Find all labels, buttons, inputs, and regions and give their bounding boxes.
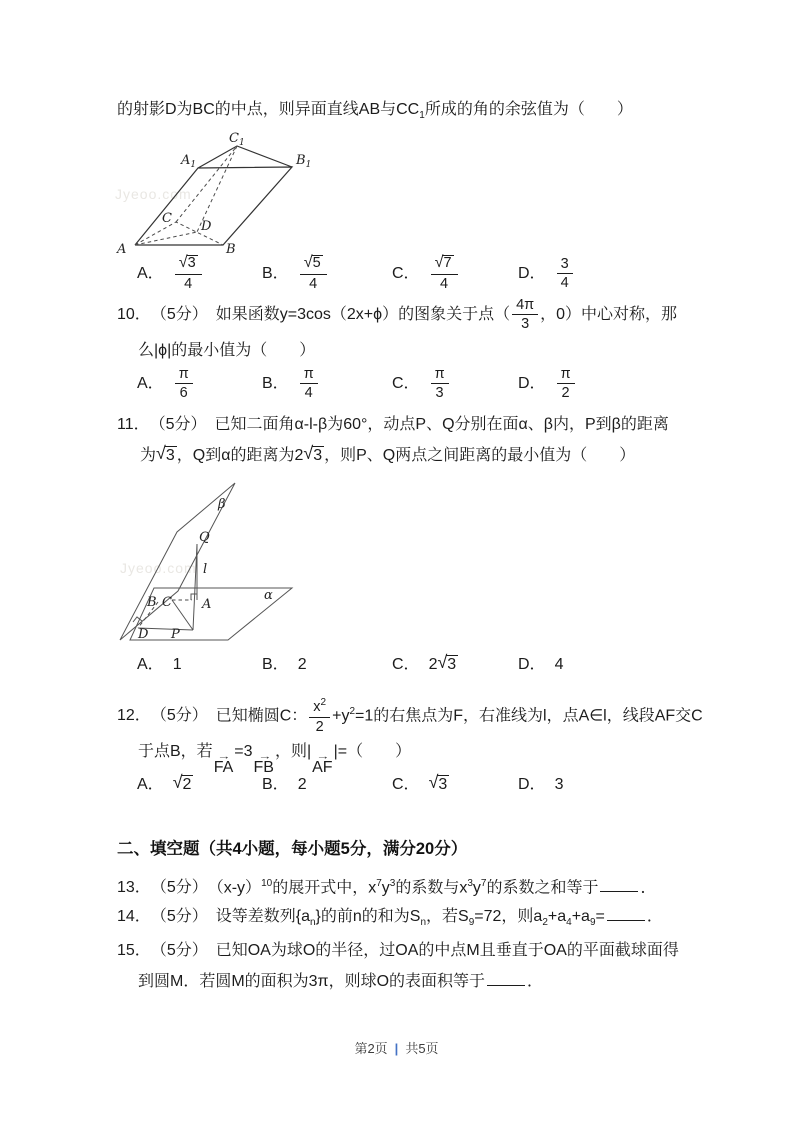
q12-text-line2: 于点B，若 → FA =3 → FB ，则| → AF |=（ ） <box>138 743 412 776</box>
fraction: $\frac{\pi}{3}$ <box>431 366 449 402</box>
q12-option-b: B． 2 <box>262 776 307 793</box>
label-A: A <box>202 597 212 612</box>
q10-option-b: B． $\frac{\pi}{4}$ <box>262 362 320 406</box>
q13-number: 13． <box>117 879 151 897</box>
vertex-label-C: C <box>162 211 172 226</box>
q14-text: 14． （5分） 设等差数列$\{a_n\}$的前n的和为$S_n$，若$S_9=72$，则$a_2+a_4+a_9=$ ． <box>117 908 663 929</box>
label-D: D <box>138 627 149 642</box>
vector-FB: → FB <box>253 751 274 776</box>
sqrt: √ 3 <box>437 652 457 673</box>
q11-option-a: A． 1 <box>137 656 182 673</box>
vertex-label-B1: $B_1$ <box>296 153 312 170</box>
q10-option-d: D． $\frac{\pi}{2}$ <box>518 362 577 406</box>
fraction: $\frac{3}{4}$ <box>557 256 573 292</box>
vector-arrow-icon: → <box>217 751 230 761</box>
q13-score: （5分） <box>158 879 208 897</box>
q12-option-d: D． 3 <box>518 776 564 793</box>
q14-score: （5分） <box>158 908 208 925</box>
footer-page-number: 第2页 <box>354 1041 388 1056</box>
vector-FA: → FA <box>213 751 234 776</box>
q9-option-b: B． √ 5 4 <box>262 251 329 297</box>
fraction: √ 5 4 <box>300 255 327 292</box>
q12-text-line1: 12． （5分） 已知椭圆C： $\frac{x^2}{2}$ $+y^2=1$的右焦点为F，右准线为l，点A∈l，线段AF交C <box>117 697 703 735</box>
q11-number: 11． <box>117 416 150 433</box>
label-P: P <box>171 627 180 642</box>
fraction: $\frac{\pi}{2}$ <box>557 366 575 402</box>
q9-option-d: D． $\frac{3}{4}$ <box>518 251 575 297</box>
q10-score: （5分） <box>158 306 208 323</box>
q15-text-line2: 到圆M．若圆M的面积为3π，则球O的表面积等于 ． <box>138 973 544 990</box>
answer-blank <box>607 918 645 921</box>
q11-option-b: B． 2 <box>262 656 307 673</box>
label-beta: β <box>218 497 226 512</box>
q9-text-line1 <box>117 99 633 127</box>
q11-text-line2: 为 √ 3 ，Q到α的距离为2 √ 3 ，则P、Q两点之间距离的最小值为（ ） <box>140 443 636 464</box>
vertex-label-C1: $C_1$ <box>229 131 245 148</box>
footer-total-pages: 共5页 <box>405 1041 439 1056</box>
sqrt: √ 3 <box>156 443 175 464</box>
section2-title: 二、填空题（共4小题，每小题5分，满分20分） <box>117 840 468 858</box>
label-C: C <box>162 595 172 610</box>
q9-prism-figure <box>113 130 313 258</box>
vertex-label-D: D <box>201 219 212 234</box>
vector-arrow-icon: → <box>257 751 270 761</box>
q10-number: 10． <box>117 306 151 323</box>
page-footer <box>0 1038 793 1057</box>
label-alpha: α <box>264 588 273 603</box>
q12-option-a: A． √ 2 <box>137 772 192 793</box>
fraction: $\frac{\pi}{4}$ <box>300 366 318 402</box>
fraction: $\frac{x^2}{2}$ <box>309 697 330 735</box>
vector-AF: → AF <box>312 751 333 776</box>
sqrt: √ 2 <box>172 772 192 793</box>
q9-text: 的射影D为BC的中点，则异面直线AB与CC <box>117 101 420 118</box>
q10-text-line2: 么|ϕ|的最小值为（ ） <box>138 342 316 359</box>
q9-sub: 1 <box>419 110 425 122</box>
q12-score: （5分） <box>158 707 208 725</box>
sqrt: √ 3 <box>428 772 448 793</box>
q11-score: （5分） <box>157 416 207 433</box>
q14-number: 14． <box>117 908 151 925</box>
fraction: √ 7 4 <box>431 255 458 292</box>
q9-text: 所成的角的余弦值为（ ） <box>424 101 633 118</box>
fraction: $\frac{\pi}{6}$ <box>175 366 193 402</box>
fraction: √ 3 4 <box>175 255 202 292</box>
vertex-label-A1: $A_1$ <box>181 153 197 170</box>
q12-option-c: C． √ 3 <box>392 772 448 793</box>
q10-option-c: C． $\frac{\pi}{3}$ <box>392 362 451 406</box>
answer-blank <box>600 889 638 892</box>
label-B: B <box>147 595 157 610</box>
footer-separator: | <box>394 1041 399 1056</box>
q15-number: 15． <box>117 942 151 959</box>
label-Q: Q <box>199 530 210 545</box>
sqrt: √ 3 <box>303 443 323 464</box>
q11-text-line1: 11． （5分） 已知二面角α-l-β为60°，动点P、Q分别在面α、β内，P到β的距离 <box>117 416 669 433</box>
q15-score: （5分） <box>158 942 208 959</box>
q11-option-d: D． 4 <box>518 656 564 673</box>
answer-blank <box>487 983 525 986</box>
label-l: l <box>203 562 208 577</box>
fraction: $\frac{4\pi}{3}$ <box>512 297 538 333</box>
q9-option-a: A． √ 3 4 <box>137 251 204 297</box>
q11-option-c: C． 2 √ 3 <box>392 652 457 673</box>
watermark: Jyeoo.com <box>120 560 197 576</box>
vector-arrow-icon: → <box>316 751 329 761</box>
q10-text-line1: 10． （5分） 如果函数y=3cos（2x+ϕ）的图象关于点（ $\frac{4\pi}{3}$ ，0）中心对称，那 <box>117 296 678 333</box>
vertex-label-B: B <box>226 242 236 257</box>
q13-text: 13． （5分） $(x-y)^{10}$的展开式中，$x^7y^3$的系数与$x^3y^7$的系数之和等于 ． <box>117 878 657 897</box>
vertex-label-A: A <box>117 242 127 257</box>
q15-text-line1: 15． （5分） 已知OA为球O的半径，过OA的中点M且垂直于OA的平面截球面得 <box>117 942 679 959</box>
watermark: Jyeoo.com <box>115 186 192 202</box>
q11-dihedral-figure <box>108 478 313 650</box>
q9-option-c: C． √ 7 4 <box>392 251 460 297</box>
q12-number: 12． <box>117 707 151 725</box>
q10-option-a: A． $\frac{\pi}{6}$ <box>137 362 195 406</box>
